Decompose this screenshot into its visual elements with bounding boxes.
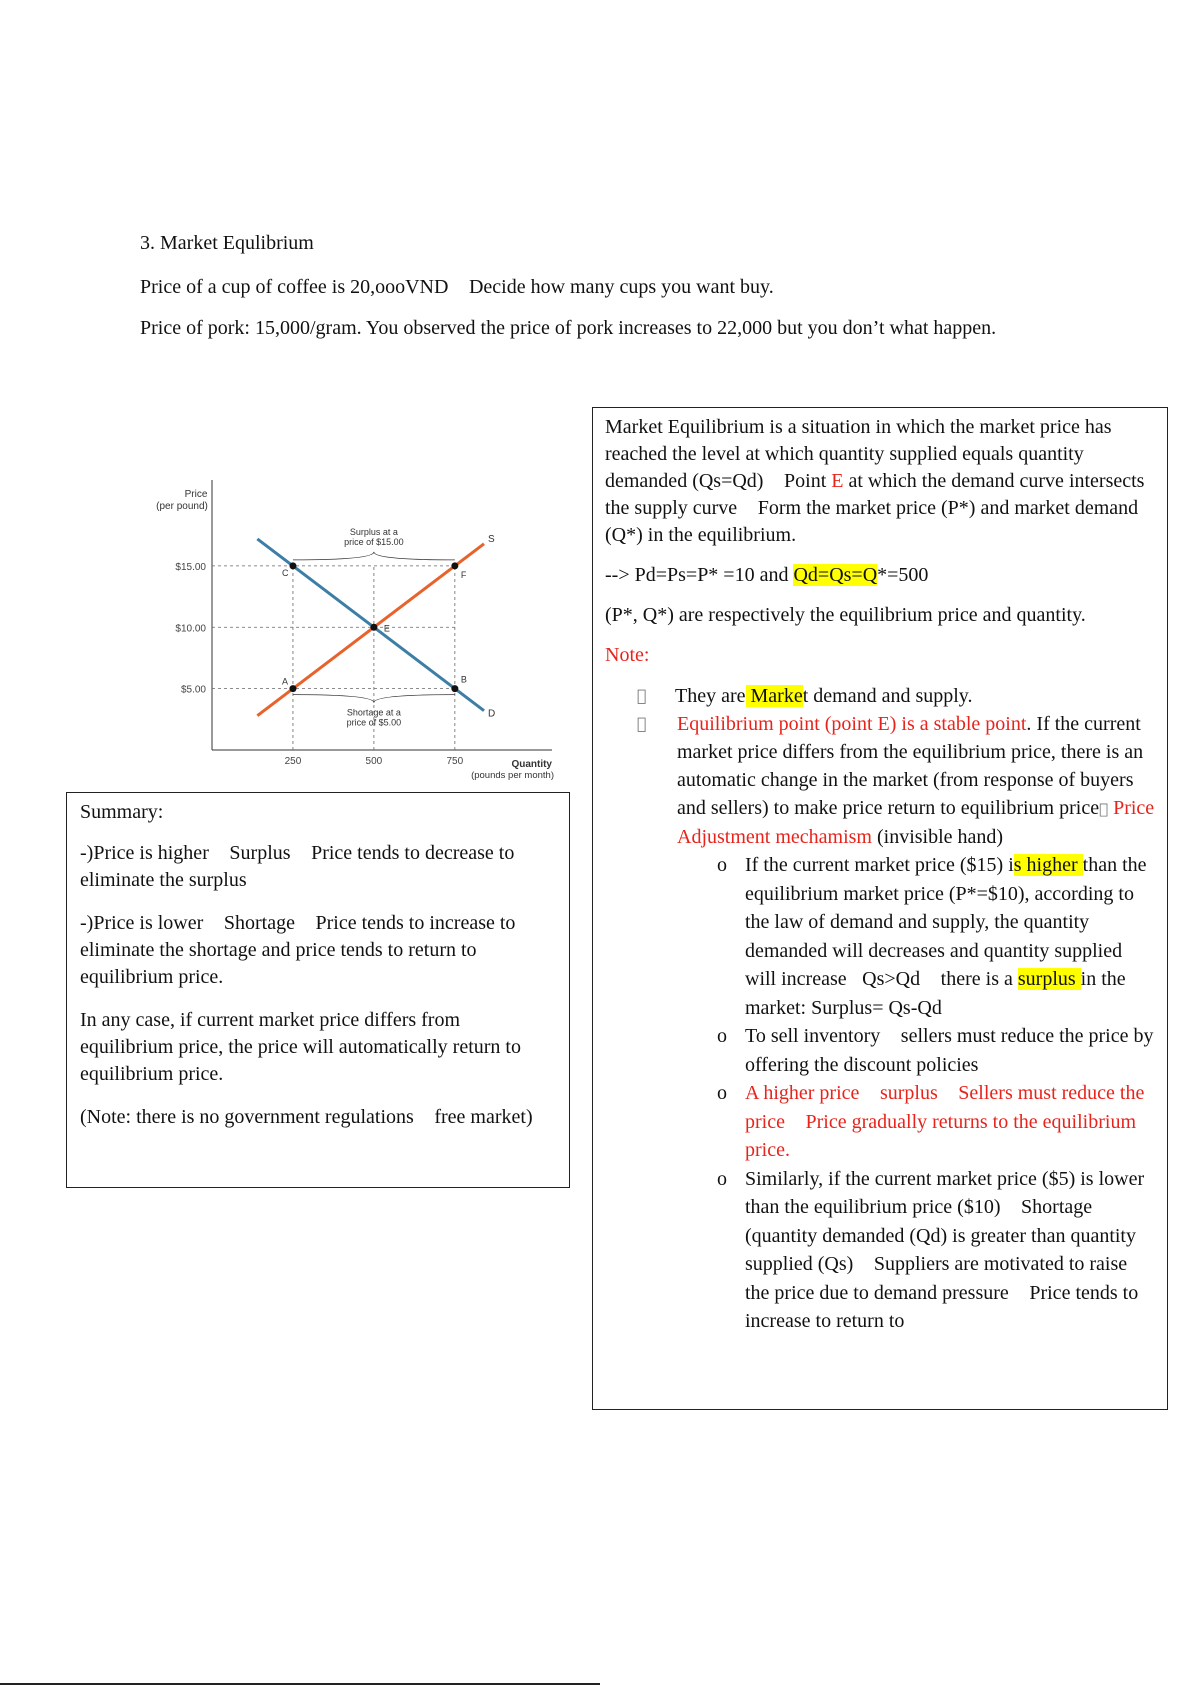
summary-box <box>66 792 570 1188</box>
y-tick-label: $15.00 <box>175 561 206 573</box>
point-label: B <box>460 674 467 685</box>
shortage-annotation: Shortage at a <box>346 707 401 718</box>
point-a <box>289 685 296 692</box>
equilibrium-definition: Market Equilibrium is a situation in which the market price has reached the level at which quantity supplied equals quantity demanded (Qs=Qd) Point E at which the demand curve intersects the supply curve Form the market price (P*) and market demand (Q*) in the equilibrium. <box>605 416 1129 546</box>
y-axis-label-units: (per pound) <box>156 501 208 512</box>
x-axis-label-units: (pounds per month) <box>471 770 554 781</box>
section-heading: 3. Market Equlibrium <box>140 232 314 254</box>
point-label: A <box>281 676 288 687</box>
supply-curve-label: S <box>488 533 495 545</box>
point-c <box>289 562 296 569</box>
point-label: F <box>460 569 467 580</box>
point-e-label: E <box>815 470 828 492</box>
coffee-paragraph: Price of a cup of coffee is 20,oooVND Decide how many cups you want buy. <box>140 276 759 298</box>
list-item: They are Market demand and supply. <box>605 682 1155 710</box>
x-axis-label: Quantity <box>511 759 552 770</box>
point-label: C <box>281 567 289 578</box>
list-item: o Similarly, if the current market price ($5) is lower than the equilibrium price ($10) Shortage (quantity demanded (Qd) is greater than quantity supplied (Qs) Suppliers are motivated to raise the price due to demand pressure Price tends to increase to return to <box>717 1167 1154 1332</box>
point-label: E <box>383 623 390 634</box>
list-item: o If the current market price ($15) is higher than the equilibrium market price (P*=$10), according to the law of demand and supply, the quantity demanded will decreases and quantity supplied will increase Qs>Qd there is a surplus in the market: Surplus= Qs-Qd <box>717 854 1147 1019</box>
summary-any-case: In any case, if current market price differs from equilibrium price, the price will automatically return to equilibrium price. <box>80 1009 521 1085</box>
equilibrium-box <box>592 407 1168 1410</box>
point-f <box>451 562 458 569</box>
surplus-annotation: price of $15.00 <box>344 536 404 547</box>
x-tick-label: 500 <box>365 756 383 767</box>
bullet-marker <box>637 682 647 710</box>
point-e <box>370 624 377 631</box>
y-tick-label: $5.00 <box>180 684 206 696</box>
note-label: Note: <box>605 644 650 666</box>
surplus-brace <box>293 552 455 560</box>
y-tick-label: $10.00 <box>175 623 206 635</box>
list-item: o To sell inventory sellers must reduce the price by offering the discount policies <box>717 1025 1138 1076</box>
equilibrium-values: --> Pd=Ps=P* =10 and Qd=Qs=Q*=500 <box>605 564 929 586</box>
x-tick-label: 750 <box>446 756 464 767</box>
y-axis-label: Price <box>184 489 208 500</box>
list-item: Equilibrium point (point E) is a stable point. If the current market price differs from the equilibrium price, there is an automatic change in the market (from response of buyers and sellers) to make price return to equilibrium price Price Adjustment mechamism (invisible hand) <box>605 710 1155 851</box>
supply-demand-chart <box>140 478 560 788</box>
summary-note: (Note: there is no government regulations free market) <box>80 1106 518 1128</box>
demand-curve-label: D <box>488 708 496 720</box>
list-item: o A higher price surplus Sellers must reduce the price Price gradually returns to the equilibrium price. <box>717 1082 1121 1161</box>
equilibrium-pq: (P*, Q*) are respectively the equilibrium price and quantity. <box>605 604 1086 626</box>
point-b <box>451 685 458 692</box>
pork-paragraph: Price of pork: 15,000/gram. You observed the price of pork increases to 22,000 but you don’t what happen. <box>140 317 997 339</box>
summary-higher: -)Price is higher Surplus Price tends to decrease to eliminate the surplus <box>80 842 484 891</box>
shortage-annotation: price of $5.00 <box>346 717 402 728</box>
summary-lower: -)Price is lower Shortage Price tends to increase to eliminate the shortage and price tends to return to equilibrium price. <box>80 912 485 988</box>
x-tick-label: 250 <box>284 756 302 767</box>
surplus-annotation: Surplus at a <box>349 526 398 537</box>
summary-title: Summary: <box>80 801 164 823</box>
bullet-marker <box>637 710 647 738</box>
